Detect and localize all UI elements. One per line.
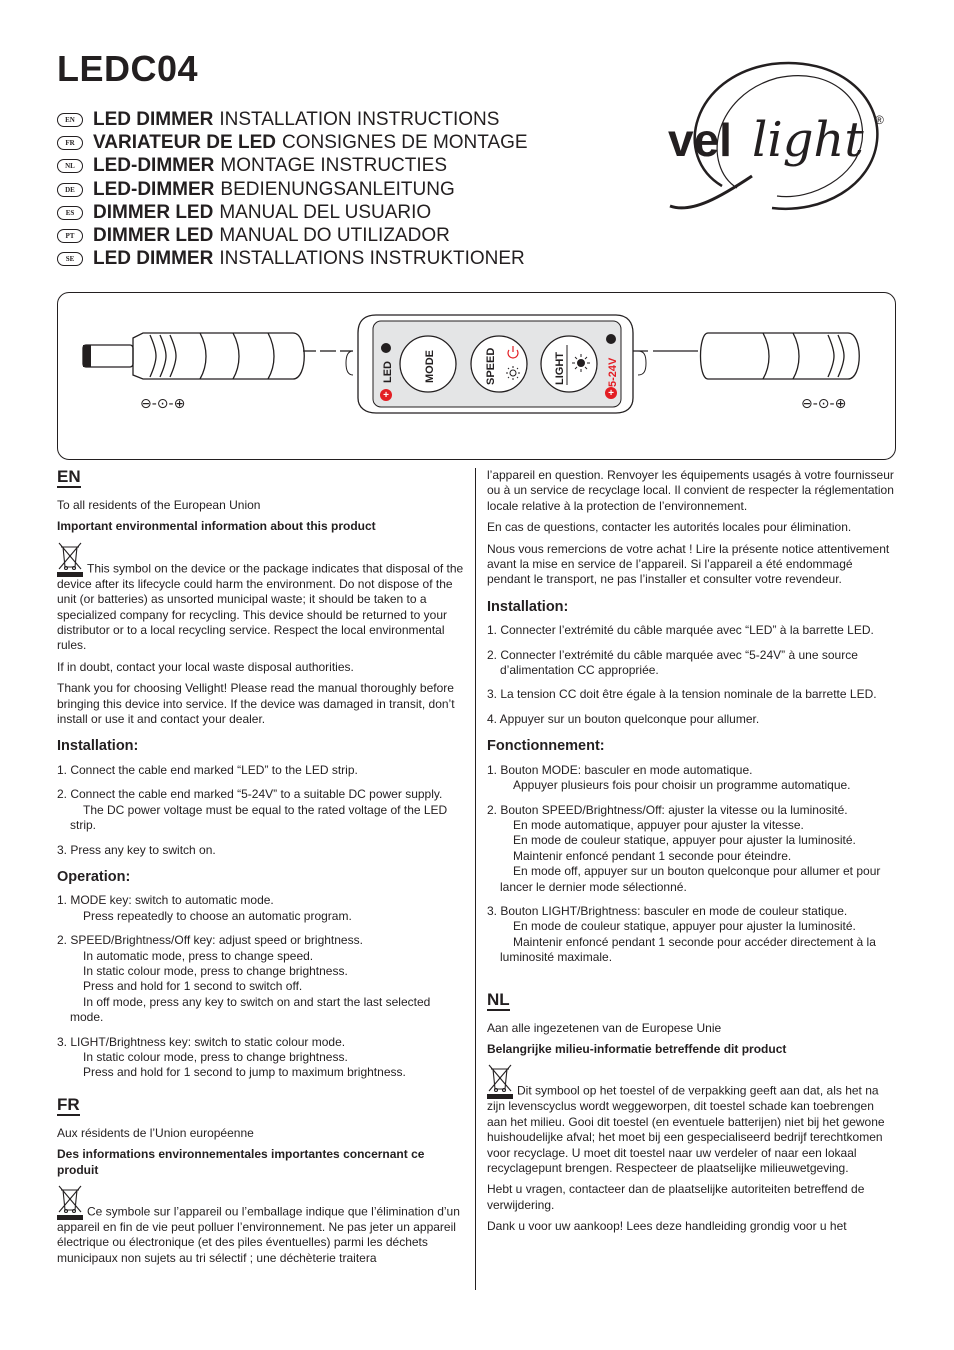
list-item-line: 2. Connect the cable end marked “5-24V” to a suitable DC power supply. [57, 787, 443, 802]
list-item-line: In automatic mode, press to change speed. [83, 948, 314, 963]
led-minus-dot [381, 343, 391, 353]
product-name: LED DIMMER [93, 248, 214, 270]
list-item [487, 803, 897, 895]
list-item-line: The DC power voltage must be equal to the rated voltage of the LED strip. [70, 802, 448, 833]
language-list [57, 108, 528, 271]
logo-vel-text: vel [668, 114, 732, 166]
en-heading: EN [57, 467, 81, 486]
left-column [57, 468, 465, 1272]
language-badge: NL [57, 159, 83, 173]
list-item-line: In off mode, press any key to switch on and start the last selected mode. [70, 994, 431, 1025]
nl-env-text: Dit symbool op het toestel of de verpakking geeft aan dat, als het na zijn levenscyclus wordt weggeworpen, dit toestel schade kan toebrengen aan het milieu. Gooi dit toestel (en eventuele batterijen) niet bij het gewone huishoudelijke afval; het moet bij een gespecialiseerd bedrijf terechtkomen voor recyclage. U moet dit toestel naar uw verdeler of naar een lokaal recyclagepunt brengen. Respecteer de plaatselijke milieuwetgeving. [487, 1083, 885, 1175]
weee-bin-icon [57, 541, 83, 577]
language-badge: PT [57, 229, 83, 243]
language-row-pt [57, 224, 528, 247]
right-polarity-icon: ⊖-⊙-⊕ [801, 396, 847, 412]
light-button[interactable] [541, 336, 597, 392]
list-item-line: 2. SPEED/Brightness/Off key: adjust speed or brightness. [57, 933, 363, 948]
list-item [57, 893, 465, 924]
list-item-line: In static colour mode, press to change brightness. [83, 963, 348, 978]
product-name: LED-DIMMER [93, 178, 215, 200]
left-connector-shade [83, 345, 91, 367]
nl-residents: Aan alle ingezetenen van de Europese Unie [487, 1020, 722, 1035]
list-item-line: En mode de couleur statique, appuyer pour ajuster la luminosité. [513, 919, 856, 934]
left-polarity-icon: ⊖-⊙-⊕ [140, 396, 186, 412]
language-row-es [57, 201, 528, 224]
list-item [487, 648, 897, 679]
language-row-se [57, 248, 528, 271]
right-connector [598, 333, 859, 379]
language-badge: SE [57, 252, 83, 266]
fr-env-text-continued: l’appareil en question. Renvoyer les équipements usagés à votre fournisseur ou à un service de recyclage local. Il convient de respecter la réglementation locale relative à la protection de l’environnement. [487, 468, 894, 513]
manual-type: CONSIGNES DE MONTAGE [281, 131, 528, 153]
mode-label: MODE [424, 350, 436, 383]
list-item-line: 3. La tension CC doit être égale à la tension nominale de la barrette LED. [487, 687, 877, 702]
en-env-paragraph [57, 541, 465, 654]
list-item-line: 2. Bouton SPEED/Brightness/Off: ajuster la vitesse ou la luminosité. [487, 802, 848, 817]
list-item-line: 2. Connecter l’extrémité du câble marquée avec “5-24V” à une source d’alimentation CC appropriée. [487, 647, 858, 678]
speed-label: SPEED [485, 347, 497, 385]
speed-button[interactable] [471, 336, 527, 392]
product-name: LED-DIMMER [93, 155, 215, 177]
product-name: DIMMER LED [93, 201, 214, 223]
list-item-line: 3. LIGHT/Brightness key: switch to static colour mode. [57, 1034, 346, 1049]
language-row-de [57, 178, 528, 201]
manual-type: INSTALLATIONS INSTRUKTIONER [219, 248, 525, 270]
list-item-line: In static colour mode, press to change brightness. [83, 1049, 348, 1064]
product-name: DIMMER LED [93, 225, 214, 247]
svg-text:+: + [608, 388, 614, 399]
logo-light-text: light [752, 112, 864, 168]
list-item-line: Press repeatedly to choose an automatic program. [83, 908, 352, 923]
right-column [487, 468, 897, 1241]
en-thanks: Thank you for choosing Vellight! Please read the manual thoroughly before bringing this device into service. If the device was damaged in transit, don’t install or use it and contact your dealer. [57, 681, 455, 727]
dimmer-controller [346, 315, 646, 413]
list-item [487, 623, 897, 638]
nl-heading: NL [487, 989, 510, 1009]
language-badge: DE [57, 183, 83, 197]
language-badge: ES [57, 206, 83, 220]
manual-type: INSTALLATION INSTRUCTIONS [219, 108, 500, 130]
manual-type: MONTAGE INSTRUCTIES [220, 155, 447, 177]
fr-installation-title: Installation: [487, 598, 569, 615]
en-operation-title: Operation: [57, 868, 131, 885]
manual-type: MANUAL DEL USUARIO [219, 201, 432, 223]
list-item-line: Maintenir enfoncé pendant 1 seconde pour accéder directement à la luminosité maximale. [500, 934, 876, 965]
manual-type: MANUAL DO UTILIZADOR [219, 225, 450, 247]
list-item-line: En mode de couleur statique, appuyer pour ajuster la luminosité. [513, 833, 856, 848]
product-name: LED DIMMER [93, 108, 214, 130]
list-item [57, 933, 465, 1025]
list-item-line: 1. Connect the cable end marked “LED” to the LED strip. [57, 762, 358, 777]
en-env-text: This symbol on the device or the package indicates that disposal of the device after its lifecycle could harm the environment. Do not dispose of the unit (or batteries) as unsorted municipal waste; it should be taken to a specialized company for recycling. This device should be returned to your distributor or to a local recycling service. Respect the local environmental rules. [57, 561, 464, 653]
fr-env-paragraph [57, 1184, 465, 1266]
list-item [487, 687, 897, 702]
en-installation-title: Installation: [57, 738, 139, 755]
list-item-line: 3. Press any key to switch on. [57, 842, 216, 857]
list-item-line: En mode automatique, appuyer pour ajuster la vitesse. [513, 817, 804, 832]
document-title: LEDC04 [57, 48, 199, 89]
list-item-line: 1. Bouton MODE: basculer en mode automatique. [487, 762, 753, 777]
weee-bin-icon [487, 1063, 513, 1099]
en-installation-list [57, 763, 465, 858]
en-doubt: If in doubt, contact your local waste disposal authorities. [57, 659, 354, 674]
list-item-line: 4. Appuyer sur un bouton quelconque pour allumer. [487, 711, 760, 726]
fr-heading: FR [57, 1094, 80, 1114]
power-minus-dot [606, 334, 616, 344]
column-divider [475, 468, 476, 1290]
list-item [57, 763, 465, 778]
list-item [487, 763, 897, 794]
en-residents: To all residents of the European Union [57, 498, 261, 512]
product-diagram [57, 292, 896, 460]
language-badge: FR [57, 136, 83, 150]
fr-doubt: En cas de questions, contacter les autorités locales pour élimination. [487, 520, 852, 535]
svg-text:+: + [383, 390, 389, 401]
list-item [487, 712, 897, 727]
registered-mark: ® [875, 113, 884, 127]
fr-env-text: Ce symbole sur l’appareil ou l’emballage indique que l’élimination d’un appareil en fin de vie peut polluer l’environnement. Ne pas jeter un appareil électrique ou électronique (et des piles éventuelles) parmi les déchets municipaux non sujets au tri sélectif ; une déchèterie traitera [57, 1204, 460, 1265]
language-row-nl [57, 155, 528, 178]
list-item-line: Press and hold for 1 second to jump to maximum brightness. [83, 1065, 406, 1080]
nl-thanks: Dank u voor uw aankoop! Lees deze handleiding grondig voor u het [487, 1219, 847, 1234]
list-item [487, 904, 897, 966]
list-item-line: Appuyer plusieurs fois pour choisir un programme automatique. [513, 778, 851, 793]
language-row-fr [57, 131, 528, 154]
nl-env-title: Belangrijke milieu-informatie betreffende dit product [487, 1041, 787, 1056]
list-item-line: 3. Bouton LIGHT/Brightness: basculer en mode de couleur statique. [487, 903, 848, 918]
light-label: LIGHT [554, 352, 566, 385]
left-connector [83, 333, 353, 379]
fr-installation-list [487, 623, 897, 727]
vellight-logo [662, 56, 890, 216]
list-item [57, 1035, 465, 1081]
nl-doubt: Hebt u vragen, contacteer dan de plaatselijke autoriteiten betreffend de verwijdering. [487, 1182, 865, 1212]
fr-env-title: Des informations environnementales importantes concernant ce produit [57, 1147, 425, 1177]
fr-thanks: Nous vous remercions de votre achat ! Lire la présente notice attentivement avant la mise en service de l’appareil. Si l’appareil a été endommagé pendant le transport, ne pas l’installer et consulter votre revendeur. [487, 541, 890, 587]
language-row-en [57, 108, 528, 131]
product-name: VARIATEUR DE LED [93, 131, 276, 153]
led-label: LED [382, 361, 394, 383]
list-item [57, 843, 465, 858]
fr-operation-title: Fonctionnement: [487, 738, 605, 755]
nl-env-paragraph [487, 1063, 897, 1176]
list-item-line: Press and hold for 1 second to switch off. [83, 979, 303, 994]
voltage-label: 5-24V [607, 357, 619, 387]
fr-residents: Aux résidents de l’Union européenne [57, 1125, 254, 1140]
list-item [57, 787, 465, 833]
list-item-line: En mode off, appuyer sur un bouton quelconque pour allumer et pour lancer le dernier mode sélectionné. [500, 864, 881, 894]
en-env-title: Important environmental information about this product [57, 519, 376, 534]
list-item-line: Maintenir enfoncé pendant 1 seconde pour éteindre. [513, 848, 792, 863]
fr-operation-list [487, 763, 897, 966]
weee-bin-icon [57, 1184, 83, 1220]
list-item-line: 1. Connecter l’extrémité du câble marquée avec “LED” à la barrette LED. [487, 623, 874, 638]
en-operation-list [57, 893, 465, 1080]
language-badge: EN [57, 113, 83, 127]
list-item-line: 1. MODE key: switch to automatic mode. [57, 893, 274, 908]
manual-type: BEDIENUNGSANLEITUNG [220, 178, 455, 200]
